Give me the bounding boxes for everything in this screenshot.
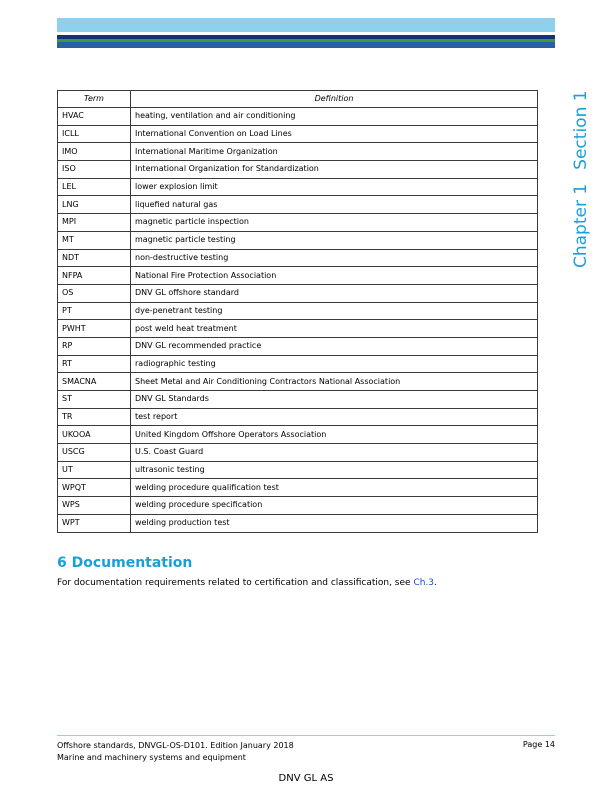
company-name: DNV GL AS <box>278 773 334 784</box>
term-cell: UT <box>58 461 131 479</box>
table-row <box>58 355 538 373</box>
table-row <box>58 426 538 444</box>
abbreviations-table <box>57 90 538 533</box>
term-cell: HVAC <box>58 108 131 126</box>
page-number: Page 14 <box>522 740 555 749</box>
term-cell: WPS <box>58 497 131 515</box>
term-cell: PT <box>58 302 131 320</box>
documentation-paragraph <box>57 578 437 588</box>
table-row <box>58 408 538 426</box>
term-cell: WPQT <box>58 479 131 497</box>
table-row <box>58 479 538 497</box>
paragraph-end: . <box>434 578 437 588</box>
footer-divider <box>57 735 555 736</box>
term-cell: TR <box>58 408 131 426</box>
definition-cell: ultrasonic testing <box>131 461 538 479</box>
table-row <box>58 143 538 161</box>
definition-cell: radiographic testing <box>131 355 538 373</box>
definition-cell: magnetic particle inspection <box>131 214 538 232</box>
term-cell: ICLL <box>58 125 131 143</box>
table-row <box>58 391 538 409</box>
definition-cell: Sheet Metal and Air Conditioning Contractors National Association <box>131 373 538 391</box>
term-cell: IMO <box>58 143 131 161</box>
table-row <box>58 337 538 355</box>
definition-cell: International Maritime Organization <box>131 143 538 161</box>
definition-cell: heating, ventilation and air conditioning <box>131 108 538 126</box>
definition-cell: DNV GL Standards <box>131 391 538 409</box>
definition-cell: DNV GL recommended practice <box>131 337 538 355</box>
header-band-blue <box>57 42 555 48</box>
term-cell: SMACNA <box>58 373 131 391</box>
term-cell: LEL <box>58 178 131 196</box>
term-cell: MPI <box>58 214 131 232</box>
term-cell: USCG <box>58 444 131 462</box>
table-header-row <box>58 91 538 108</box>
side-tab-section: Section 1 <box>571 90 591 170</box>
term-cell: OS <box>58 284 131 302</box>
table-row <box>58 161 538 179</box>
table-row <box>58 231 538 249</box>
definition-cell: post weld heat treatment <box>131 320 538 338</box>
term-cell: ST <box>58 391 131 409</box>
definition-cell: DNV GL offshore standard <box>131 284 538 302</box>
definition-cell: United Kingdom Offshore Operators Association <box>131 426 538 444</box>
table-row <box>58 249 538 267</box>
term-cell: NDT <box>58 249 131 267</box>
definition-cell: International Organization for Standardization <box>131 161 538 179</box>
footer-standard: Offshore standards, DNVGL-OS-D101. Edition January 2018 <box>57 741 294 750</box>
table-row <box>58 444 538 462</box>
table-row <box>58 196 538 214</box>
term-cell: RT <box>58 355 131 373</box>
definition-cell: test report <box>131 408 538 426</box>
definition-cell: liquefied natural gas <box>131 196 538 214</box>
side-chapter-section-tab <box>571 76 591 268</box>
footer-document-info <box>57 740 294 764</box>
term-cell: WPT <box>58 514 131 532</box>
section-heading: 6 Documentation <box>57 555 193 571</box>
definition-cell: International Convention on Load Lines <box>131 125 538 143</box>
term-cell: LNG <box>58 196 131 214</box>
table-row <box>58 497 538 515</box>
term-cell: ISO <box>58 161 131 179</box>
definition-cell: National Fire Protection Association <box>131 267 538 285</box>
table-row <box>58 108 538 126</box>
footer-subtitle: Marine and machinery systems and equipment <box>57 753 246 762</box>
term-cell: UKOOA <box>58 426 131 444</box>
definition-cell: welding procedure specification <box>131 497 538 515</box>
definition-cell: magnetic particle testing <box>131 231 538 249</box>
definition-cell: U.S. Coast Guard <box>131 444 538 462</box>
table-row <box>58 178 538 196</box>
definition-cell: welding production test <box>131 514 538 532</box>
table-body <box>58 108 538 533</box>
definition-column-header: Definition <box>131 91 538 108</box>
side-tab-chapter: Chapter 1 <box>571 183 591 268</box>
table-row <box>58 125 538 143</box>
definition-cell: welding procedure qualification test <box>131 479 538 497</box>
term-column-header: Term <box>58 91 131 108</box>
term-cell: RP <box>58 337 131 355</box>
term-cell: NFPA <box>58 267 131 285</box>
definition-cell: non-destructive testing <box>131 249 538 267</box>
chapter-3-link[interactable]: Ch.3 <box>413 578 435 588</box>
table-row <box>58 373 538 391</box>
definition-cell: lower explosion limit <box>131 178 538 196</box>
table-row <box>58 320 538 338</box>
table-row <box>58 267 538 285</box>
table-row <box>58 302 538 320</box>
paragraph-text: For documentation requirements related to certification and classification, see <box>57 578 414 588</box>
header-band-light-blue <box>57 18 555 32</box>
table-row <box>58 214 538 232</box>
term-cell: MT <box>58 231 131 249</box>
term-cell: PWHT <box>58 320 131 338</box>
table-row <box>58 461 538 479</box>
table-row <box>58 284 538 302</box>
definition-cell: dye-penetrant testing <box>131 302 538 320</box>
table-row <box>58 514 538 532</box>
